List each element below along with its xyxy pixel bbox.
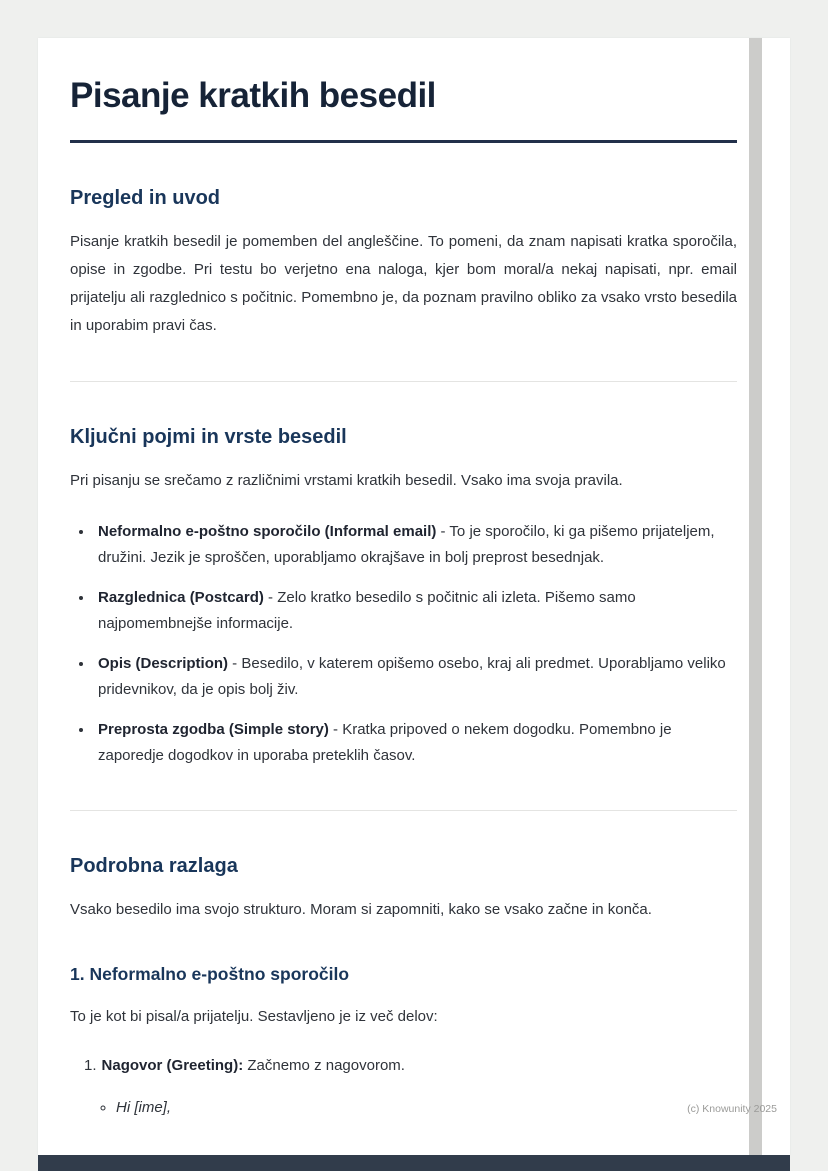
section-heading-overview: Pregled in uvod xyxy=(70,187,221,210)
term-name: Opis (Description) xyxy=(98,655,229,672)
step-term: Nagovor (Greeting): xyxy=(101,1056,244,1074)
list-item xyxy=(94,519,737,570)
list-item xyxy=(94,651,737,702)
detail-body-paragraph: To je kot bi pisal/a prijatelju. Sestavljeno je iz več delov: xyxy=(70,1007,438,1025)
watermark: (c) Knowunity 2025 xyxy=(687,1103,777,1115)
next-page-edge xyxy=(38,1155,790,1171)
list-item xyxy=(94,717,737,768)
term-name: Neformalno e-poštno sporočilo (Informal email) xyxy=(98,523,437,540)
email-steps-list xyxy=(70,1053,737,1121)
overview-paragraph: Pisanje kratkih besedil je pomemben del angleščine. To pomeni, da znam napisati kratka sporočila, opise in zgodbe. Pri testu bo verjetno ena naloga, kjer bom moral/a nekaj napisati, npr. email prijatelju ali razglednico s počitnic. Pomembno je, da poznam pravilno obliko za vsako vrsto besedila in uporabim pravi čas. xyxy=(70,233,737,334)
step-item xyxy=(84,1053,737,1121)
term-description: - Zelo kratko besedilo s počitnic ali izleta. Pišemo samo najpomembnejše informacije. xyxy=(98,589,636,632)
section-heading-detail: Podrobna razlaga xyxy=(70,855,238,877)
page-title: Pisanje kratkih besedil xyxy=(70,76,436,115)
term-description: - Kratka pripoved o nekem dogodku. Pomembno je zaporedje dogodkov in uporaba preteklih časov. xyxy=(98,721,672,764)
scrollbar[interactable] xyxy=(749,38,762,1155)
term-name: Razglednica (Postcard) xyxy=(98,589,264,606)
step-number: 1. xyxy=(84,1056,97,1074)
terms-list xyxy=(70,519,737,768)
document-page xyxy=(38,38,790,1155)
list-item xyxy=(94,585,737,636)
example-item: ◦ Hi [ime], xyxy=(116,1096,737,1120)
step-description: Začnemo z nagovorom. xyxy=(243,1056,405,1074)
term-description: - Besedilo, v katerem opišemo osebo, kraj ali predmet. Uporabljamo veliko pridevnikov, da je opis bolj živ. xyxy=(98,655,726,698)
detail-intro-paragraph: Vsako besedilo ima svojo strukturo. Moram si zapomniti, kako se vsako začne in konča. xyxy=(70,901,652,918)
title-rule xyxy=(70,140,737,143)
section-heading-terms: Ključni pojmi in vrste besedil xyxy=(70,426,347,449)
example-list xyxy=(84,1096,737,1120)
terms-intro-paragraph: Pri pisanju se srečamo z različnimi vrstami kratkih besedil. Vsako ima svoja pravila. xyxy=(70,472,623,490)
term-name: Preprosta zgodba (Simple story) xyxy=(98,721,329,738)
subsection-heading-email: 1. Neformalno e-poštno sporočilo xyxy=(70,963,350,984)
section-divider-1 xyxy=(70,381,737,382)
term-description: - To je sporočilo, ki ga pišemo prijateljem, družini. Jezik je sproščen, uporabljamo okrajšave in bolj preprost besednjak. xyxy=(98,523,715,566)
section-divider-2 xyxy=(70,810,737,811)
